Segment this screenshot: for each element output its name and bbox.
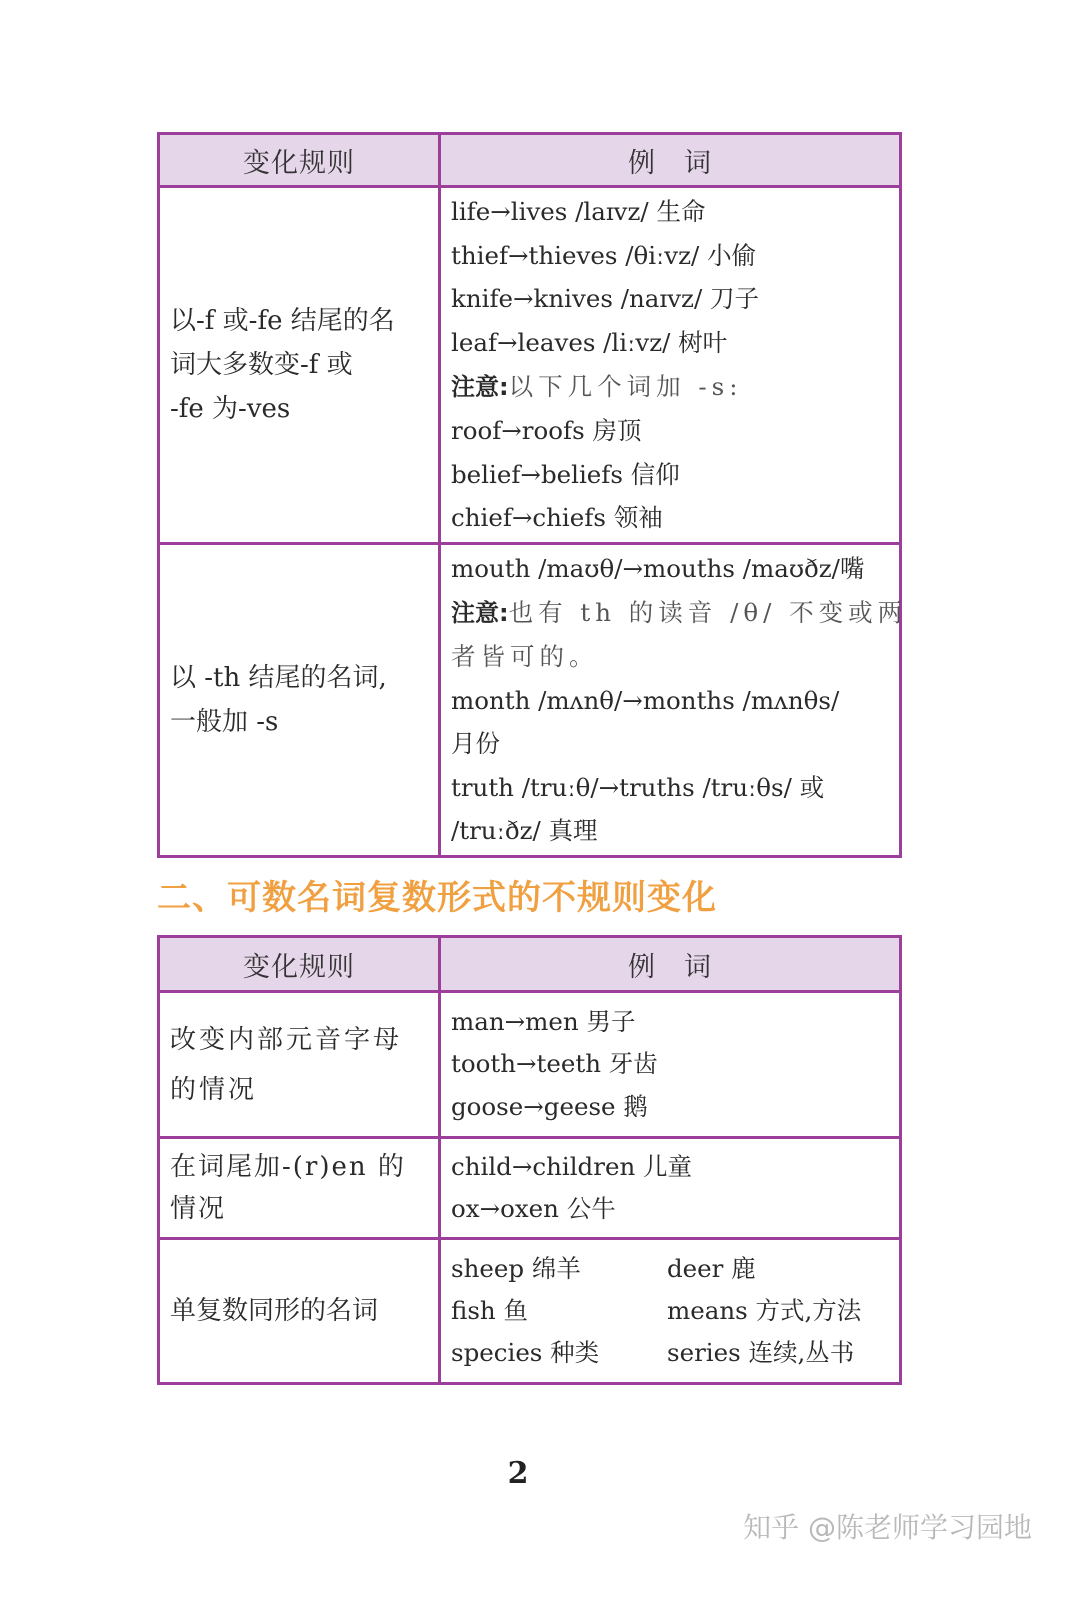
- rule-line: 以-f 或-fe 结尾的名: [170, 306, 395, 336]
- header-examples: 例 词: [440, 134, 901, 187]
- rule-line: 词大多数变-f 或: [170, 350, 353, 380]
- table-row: [159, 1239, 901, 1384]
- header-rule: 变化规则: [159, 134, 440, 187]
- note-label: 注意:: [451, 598, 509, 627]
- example-item: means 方式,方法: [667, 1296, 862, 1325]
- example-line: ox→oxen 公牛: [451, 1194, 616, 1223]
- table-row: [159, 187, 901, 544]
- rule-cell: [159, 1239, 440, 1384]
- table-row: [159, 544, 901, 857]
- section-heading: 二、可数名词复数形式的不规则变化: [157, 878, 717, 918]
- rule-cell: [159, 544, 440, 857]
- example-line: 月份: [451, 729, 500, 759]
- example-line: child→children 儿童: [451, 1152, 693, 1181]
- rule-line: 的情况: [170, 1074, 258, 1105]
- note-line: [451, 365, 899, 410]
- example-item: fish 鱼: [451, 1296, 528, 1325]
- rule-line: 一般加 -s: [170, 707, 279, 737]
- table-irregular-plurals: [157, 935, 902, 1385]
- rule-line: 情况: [170, 1194, 227, 1224]
- example-line: truth /truːθ/→truths /truːθs/ 或: [451, 772, 825, 802]
- rule-cell: [159, 1138, 440, 1239]
- examples-cell: [440, 992, 901, 1138]
- table-row: [159, 1138, 901, 1239]
- example-line: leaf→leaves /liːvz/ 树叶: [451, 327, 728, 357]
- note-text: 者皆可的。: [451, 642, 599, 672]
- note-label: 注意:: [451, 372, 509, 401]
- example-line: knife→knives /naɪvz/ 刀子: [451, 284, 759, 314]
- table-row: [159, 992, 901, 1138]
- rule-line: 在词尾加-(r)en 的: [170, 1152, 406, 1182]
- example-line: month /mʌnθ/→months /mʌnθs/: [451, 685, 840, 715]
- rule-cell: [159, 992, 440, 1138]
- example-item: series 连续,丛书: [667, 1338, 855, 1367]
- example-line: roof→roofs 房顶: [451, 416, 642, 446]
- example-item: deer 鹿: [667, 1254, 756, 1283]
- note-line: [451, 635, 899, 679]
- note-text: 也有 th 的读音 /θ/ 不变或两: [508, 597, 908, 627]
- header-rule: 变化规则: [159, 937, 440, 992]
- example-line: /truːðz/ 真理: [451, 816, 598, 846]
- rule-line: 以 -th 结尾的名词,: [170, 663, 387, 693]
- examples-cell: [440, 1138, 901, 1239]
- header-examples: 例 词: [440, 937, 901, 992]
- example-line: tooth→teeth 牙齿: [451, 1049, 658, 1079]
- table-plural-f-th: [157, 132, 908, 858]
- example-line: chief→chiefs 领袖: [451, 503, 663, 533]
- example-line: thief→thieves /θiːvz/ 小偷: [451, 240, 757, 270]
- example-line: man→men 男子: [451, 1006, 636, 1036]
- rule-line: -fe 为-ves: [170, 394, 291, 424]
- example-item: sheep 绵羊: [451, 1254, 581, 1283]
- rule-cell: [159, 187, 440, 544]
- example-line: belief→beliefs 信仰: [451, 459, 680, 489]
- example-item: species 种类: [451, 1338, 600, 1367]
- example-line: goose→geese 鹅: [451, 1091, 648, 1121]
- note-line: [451, 591, 908, 636]
- examples-cell: [440, 544, 908, 857]
- rule-line: 改变内部元音字母: [170, 1024, 403, 1055]
- rule-line: 单复数同形的名词: [170, 1296, 379, 1326]
- table-header-row: [159, 937, 901, 992]
- examples-cell: [440, 1239, 901, 1384]
- watermark: 知乎 @陈老师学习园地: [743, 1511, 1032, 1544]
- example-line: life→lives /laɪvz/ 生命: [451, 197, 706, 227]
- example-line: mouth /maʊθ/→mouths /maʊðz/嘴: [451, 553, 865, 583]
- examples-cell: [440, 187, 901, 544]
- note-text: 以下几个词加 -s:: [508, 371, 743, 401]
- page-number: 2: [507, 1456, 529, 1491]
- table-header-row: [159, 134, 901, 187]
